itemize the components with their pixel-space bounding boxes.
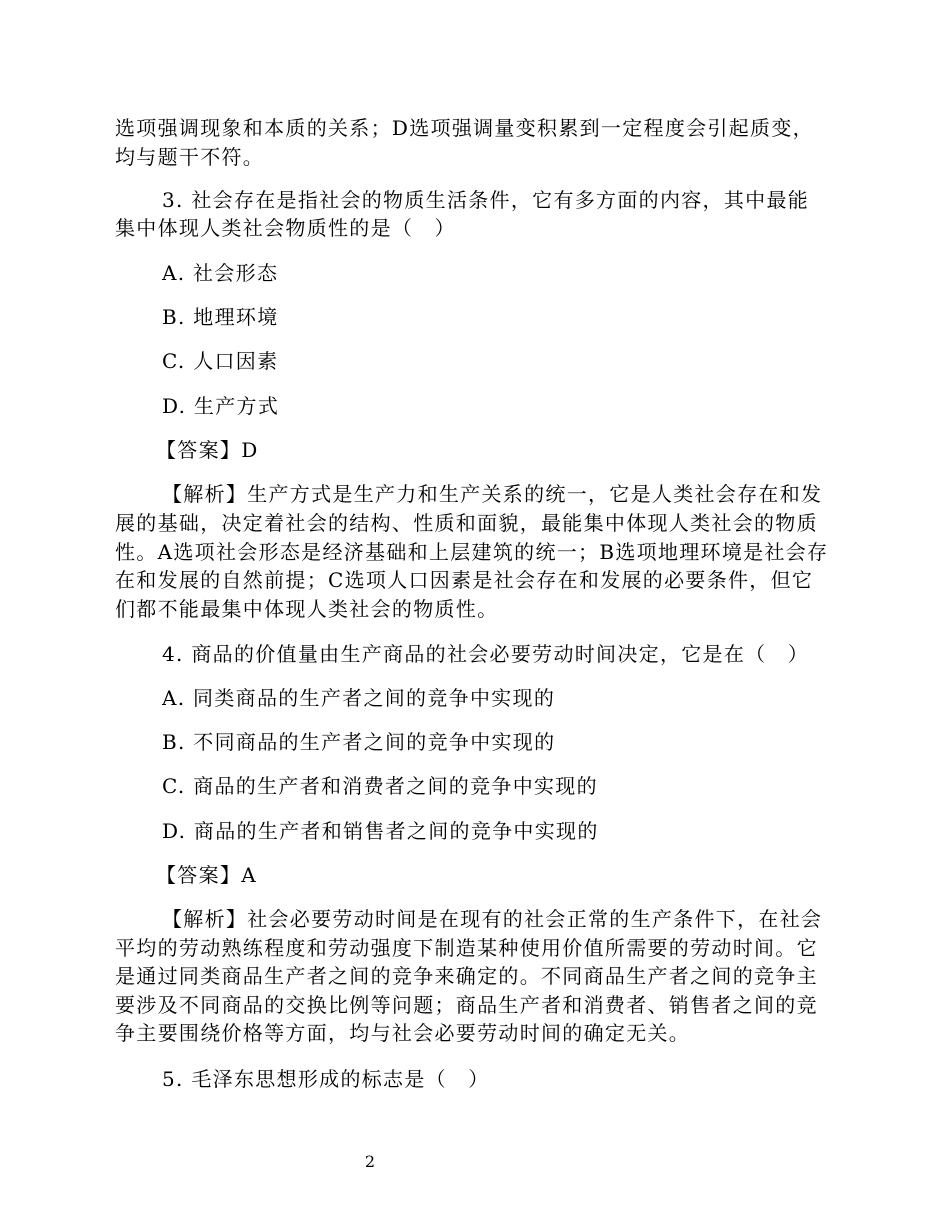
question-4-option-d: D. 商品的生产者和销售者之间的竞争中实现的 bbox=[162, 819, 599, 843]
question-3-analysis-cont: 性。A选项社会形态是经济基础和上层建筑的统一；B选项地理环境是社会存 bbox=[115, 540, 829, 564]
question-4-stem: 4. 商品的价值量由生产商品的社会必要劳动时间决定，它是在（ ） bbox=[162, 642, 810, 666]
question-3-answer: 【答案】D bbox=[156, 438, 259, 462]
question-3-analysis-cont: 在和发展的自然前提；C选项人口因素是社会存在和发展的必要条件，但它 bbox=[115, 568, 814, 592]
question-4-analysis-cont: 争主要围绕价格等方面，均与社会必要劳动时间的确定无关。 bbox=[115, 1021, 691, 1045]
question-4-answer: 【答案】A bbox=[156, 863, 257, 887]
question-3-option-b: B. 地理环境 bbox=[162, 305, 279, 329]
question-3-analysis: 【解析】生产方式是生产力和生产关系的统一，它是人类社会存在和发 bbox=[162, 482, 823, 506]
question-3-option-d: D. 生产方式 bbox=[162, 394, 280, 418]
text-line: 均与题干不符。 bbox=[115, 145, 265, 169]
question-4-analysis-cont: 要涉及不同商品的交换比例等问题；商品生产者和消费者、销售者之间的竞 bbox=[115, 993, 818, 1017]
text-line: 选项强调现象和本质的关系；D选项强调量变积累到一定程度会引起质变， bbox=[115, 116, 814, 140]
page-number: 2 bbox=[364, 1152, 376, 1171]
question-3-stem-cont: 集中体现人类社会物质性的是（ ） bbox=[115, 216, 456, 240]
question-4-option-b: B. 不同商品的生产者之间的竞争中实现的 bbox=[162, 730, 556, 754]
question-4-analysis-cont: 是通过同类商品生产者之间的竞争来确定的。不同商品生产者之间的竞争主 bbox=[115, 964, 818, 988]
question-5-stem: 5. 毛泽东思想形成的标志是（ ） bbox=[162, 1067, 490, 1091]
question-4-analysis-cont: 平均的劳动熟练程度和劳动强度下制造某种使用价值所需要的劳动时间。它 bbox=[115, 936, 818, 960]
question-3-analysis-cont: 们都不能最集中体现人类社会的物质性。 bbox=[115, 597, 499, 621]
question-4-analysis: 【解析】社会必要劳动时间是在现有的社会正常的生产条件下，在社会 bbox=[162, 907, 823, 931]
question-4-option-a: A. 同类商品的生产者之间的竞争中实现的 bbox=[162, 686, 556, 710]
question-3-option-a: A. 社会形态 bbox=[162, 261, 279, 285]
question-3-analysis-cont: 展的基础，决定着社会的结构、性质和面貌，最能集中体现人类社会的物质 bbox=[115, 511, 818, 535]
question-3-stem: 3. 社会存在是指社会的物质生活条件，它有多方面的内容，其中最能 bbox=[162, 188, 810, 212]
question-3-option-c: C. 人口因素 bbox=[162, 349, 279, 373]
question-4-option-c: C. 商品的生产者和消费者之间的竞争中实现的 bbox=[162, 774, 598, 798]
